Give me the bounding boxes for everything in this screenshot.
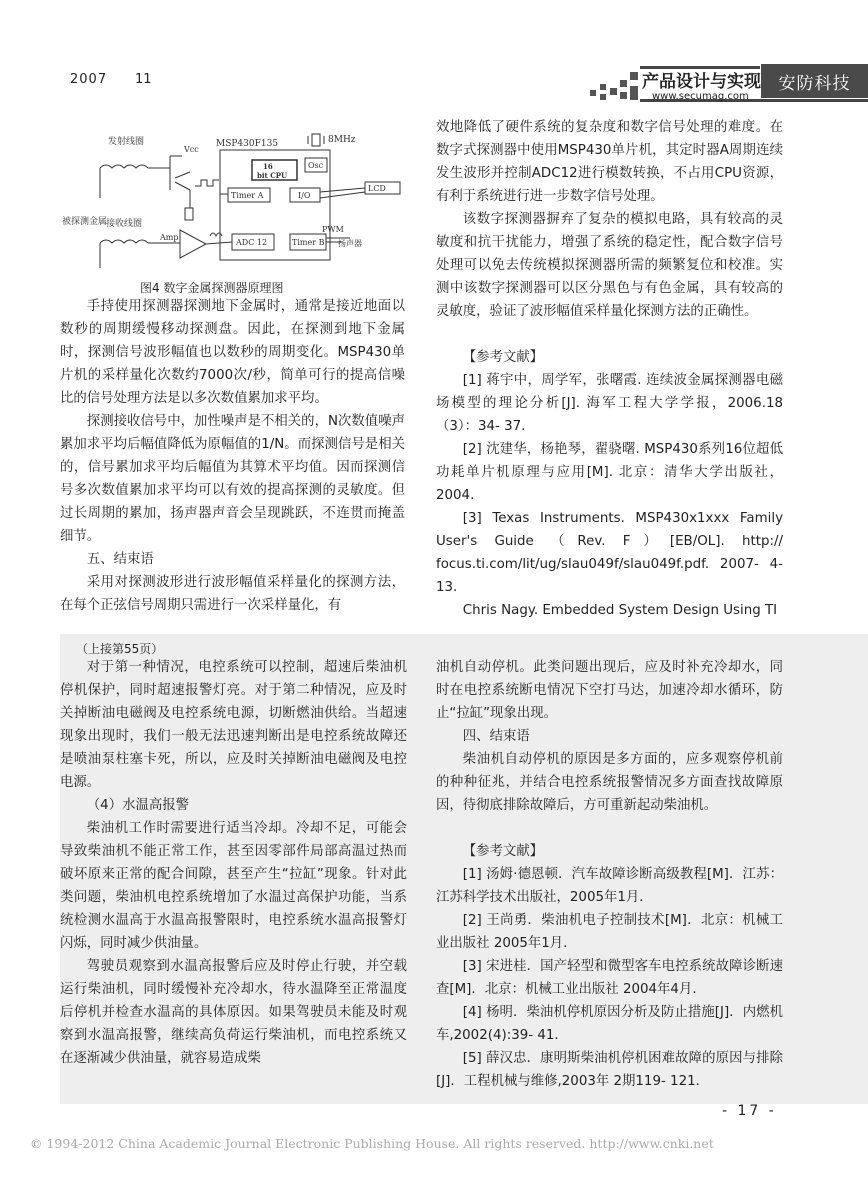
- header-year: 2007: [70, 72, 108, 87]
- osc-label: Osc: [308, 161, 324, 170]
- timer-b-label: Timer B: [292, 238, 325, 247]
- reference-item: [3] 宋进桂．国产轻型和微型客车电控系统故障诊断速查[M]．北京：机械工业出版社 2004年4月．: [436, 959, 783, 997]
- section-heading: 四、结束语: [462, 729, 530, 744]
- crystal-label: 8MHz: [328, 135, 356, 145]
- paragraph: 该数字探测器摒弃了复杂的模拟电路，具有较高的灵敏度和抗干扰能力，增强了系统的稳定性，配合数字信号处理可以免去传统模拟探测器所需的频繁复位和校准。实测中该数字探测器可以区分黑色与有色金属，具有较高的灵敏度，验证了波形幅值采样量化探测方法的正确性。: [436, 212, 783, 319]
- page-number: - 17 -: [722, 1103, 777, 1119]
- reference-item: [2] 沈建华，杨艳琴，翟骁曙. MSP430系列16位超低功耗单片机原理与应用[M]. 北京：清华大学出版社，2004.: [436, 442, 783, 503]
- references-title: 【参考文献】: [462, 844, 544, 859]
- vcc-label: Vcc: [184, 145, 199, 154]
- amp-icon: [180, 230, 206, 258]
- reference-item: [1] 汤姆·德恩顿．汽车故障诊断高级教程[M]．江苏：江苏科学技术出版社，2005年1月．: [436, 867, 783, 905]
- io-label: I/O: [298, 191, 311, 200]
- figure-caption: 图4 数字金属探测器原理图: [140, 281, 284, 295]
- crystal-icon: [312, 134, 320, 146]
- rx-coil-label: 接收线圈: [106, 219, 143, 229]
- paragraph: 探测接收信号中，加性噪声是不相关的，N次数值噪声累加求平均后幅值降低为原幅值的1/N。而探测信号是相关的，信号累加求平均后幅值为其算术平均值。因而探测信号多次数值累加求平均可以有效的提高探测的灵敏度。但过长周期的累加，扬声器声音会呈现跳跃，不连贯而掩盖细节。: [60, 414, 405, 544]
- amp-label: Amp: [160, 233, 179, 242]
- upper-left-column: [60, 295, 405, 617]
- reference-item: [4] 杨明．柴油机停机原因分析及防止措施[J]．内燃机车,2002(4):39- 41．: [436, 1005, 783, 1043]
- subheading: （4）水温高报警: [86, 798, 190, 813]
- reference-item: [3] Texas Instruments. MSP430x1xxx Family User's Guide （Rev. F）[EB/OL]. http:// focus.ti.com/lit/ug/slau049f/slau049f.pdf. 2007- 4- 13.: [436, 511, 783, 595]
- adc-label: ADC 12: [236, 238, 268, 247]
- rx-coil-icon: [100, 240, 148, 243]
- references-title: 【参考文献】: [462, 350, 544, 365]
- lower-right-column: [436, 656, 783, 1093]
- target-label: 被探测金属: [62, 217, 108, 227]
- paragraph: 柴油机工作时需要进行适当冷却。冷却不足，可能会导致柴油机不能正常工作，甚至因零部件局部高温过热而破坏原来正常的配合间隙，甚至产生“拉缸”现象。针对此类问题，柴油机电控系统增加了水温过高保护功能，当系统检测水温高于水温高报警限时，电控系统水温高报警灯闪烁，同时减少供油量。: [60, 821, 407, 951]
- section-heading: 五、结束语: [86, 552, 154, 567]
- svg-text:bit CPU: bit CPU: [257, 171, 288, 180]
- continued-from-note: （上接第55页）: [76, 642, 164, 656]
- paragraph: 采用对探测波形进行波形幅值采样量化的探测方法，在每个正弦信号周期只需进行一次采样量化，有: [60, 575, 405, 613]
- paragraph: 效地降低了硬件系统的复杂度和数字信号处理的难度。在数字式探测器中使用MSP430单片机，其定时器A周期连续发生波形并控制ADC12进行模数转换，不占用CPU资源，有利于系统进行进一步数字信号处理。: [436, 120, 783, 204]
- pwm-label: PWM: [322, 225, 344, 234]
- lower-left-column: [60, 656, 407, 1070]
- paragraph: 手持使用探测器探测地下金属时，通常是接近地面以数秒的周期缓慢移动探测盘。因此，在探测到地下金属时，探测信号波形幅值也以数秒的周期变化。MSP430单片机的采样量化次数约7000次/秒，简单可行的提高信噪比的信号处理方法是以多次数值累加求平均。: [60, 299, 405, 406]
- copyright-footer: © 1994-2012 China Academic Journal Electronic Publishing House. All rights reserved. http://www.cnki.net: [30, 1136, 714, 1151]
- reference-item: [2] 王尚勇．柴油机电子控制技术[M]．北京：机械工业出版社 2005年1月．: [436, 913, 783, 951]
- timer-a-label: Timer A: [231, 191, 264, 200]
- header-url[interactable]: www.secumag.com: [652, 91, 749, 102]
- tx-coil-label: 发射线圈: [108, 137, 145, 147]
- tx-coil-icon: [100, 165, 148, 168]
- reference-item: Chris Nagy. Embedded System Design Using TI: [462, 603, 778, 618]
- reference-item: [1] 蒋宇中，周学军，张曙霞. 连续波金属探测器电磁场模型的理论分析[J]. 海军工程大学学报，2006.18（3）：34- 37.: [436, 373, 783, 434]
- reference-item: [5] 薛汉忠．康明斯柴油机停机困难故障的原因与排除[J]．工程机械与维修,2003年 2期119- 121．: [436, 1051, 783, 1089]
- paragraph: 对于第一种情况，电控系统可以控制，超速后柴油机停机保护，同时超速报警灯亮。对于第二种情况，应及时关掉断油电磁阀及电控系统电源，切断燃油供给。当超速现象出现时，我们一般无法迅速判断出是电控系统故障还是喷油泵柱塞卡死，所以，应及时关掉断油电磁阀及电控电源。: [60, 660, 407, 790]
- upper-right-column: [436, 116, 783, 622]
- header-issue: 11: [135, 72, 152, 87]
- paragraph: 柴油机自动停机的原因是多方面的，应多观察停机前的种种征兆，并结合电控系统报警情况多方面查找故障原因，待彻底排除故障后，方可重新起动柴油机。: [436, 752, 783, 813]
- speaker-label: 扬声器: [338, 239, 362, 248]
- mcu-label: MSP430F135: [216, 139, 279, 149]
- paragraph: 油机自动停机。此类问题出现后，应及时补充冷却水，同时在电控系统断电情况下空打马达，加速冷却水循环，防止“拉缸”现象出现。: [436, 660, 783, 721]
- header-section-badge: 安防科技: [761, 64, 868, 98]
- lcd-label: LCD: [368, 184, 386, 193]
- svg-text:16: 16: [263, 162, 273, 171]
- header-magazine-title: 产品设计与实现: [642, 72, 761, 92]
- circuit-diagram: [60, 128, 420, 278]
- paragraph: 驾驶员观察到水温高报警后应及时停止行驶，并空载运行柴油机，同时缓慢补充冷却水，待水温降至正常温度后停机并检查水温高的具体原因。如果驾驶员未能及时观察到水温高报警，继续高负荷运行柴油机，而电控系统又在逐渐减少供油量，就容易造成柴: [60, 959, 407, 1066]
